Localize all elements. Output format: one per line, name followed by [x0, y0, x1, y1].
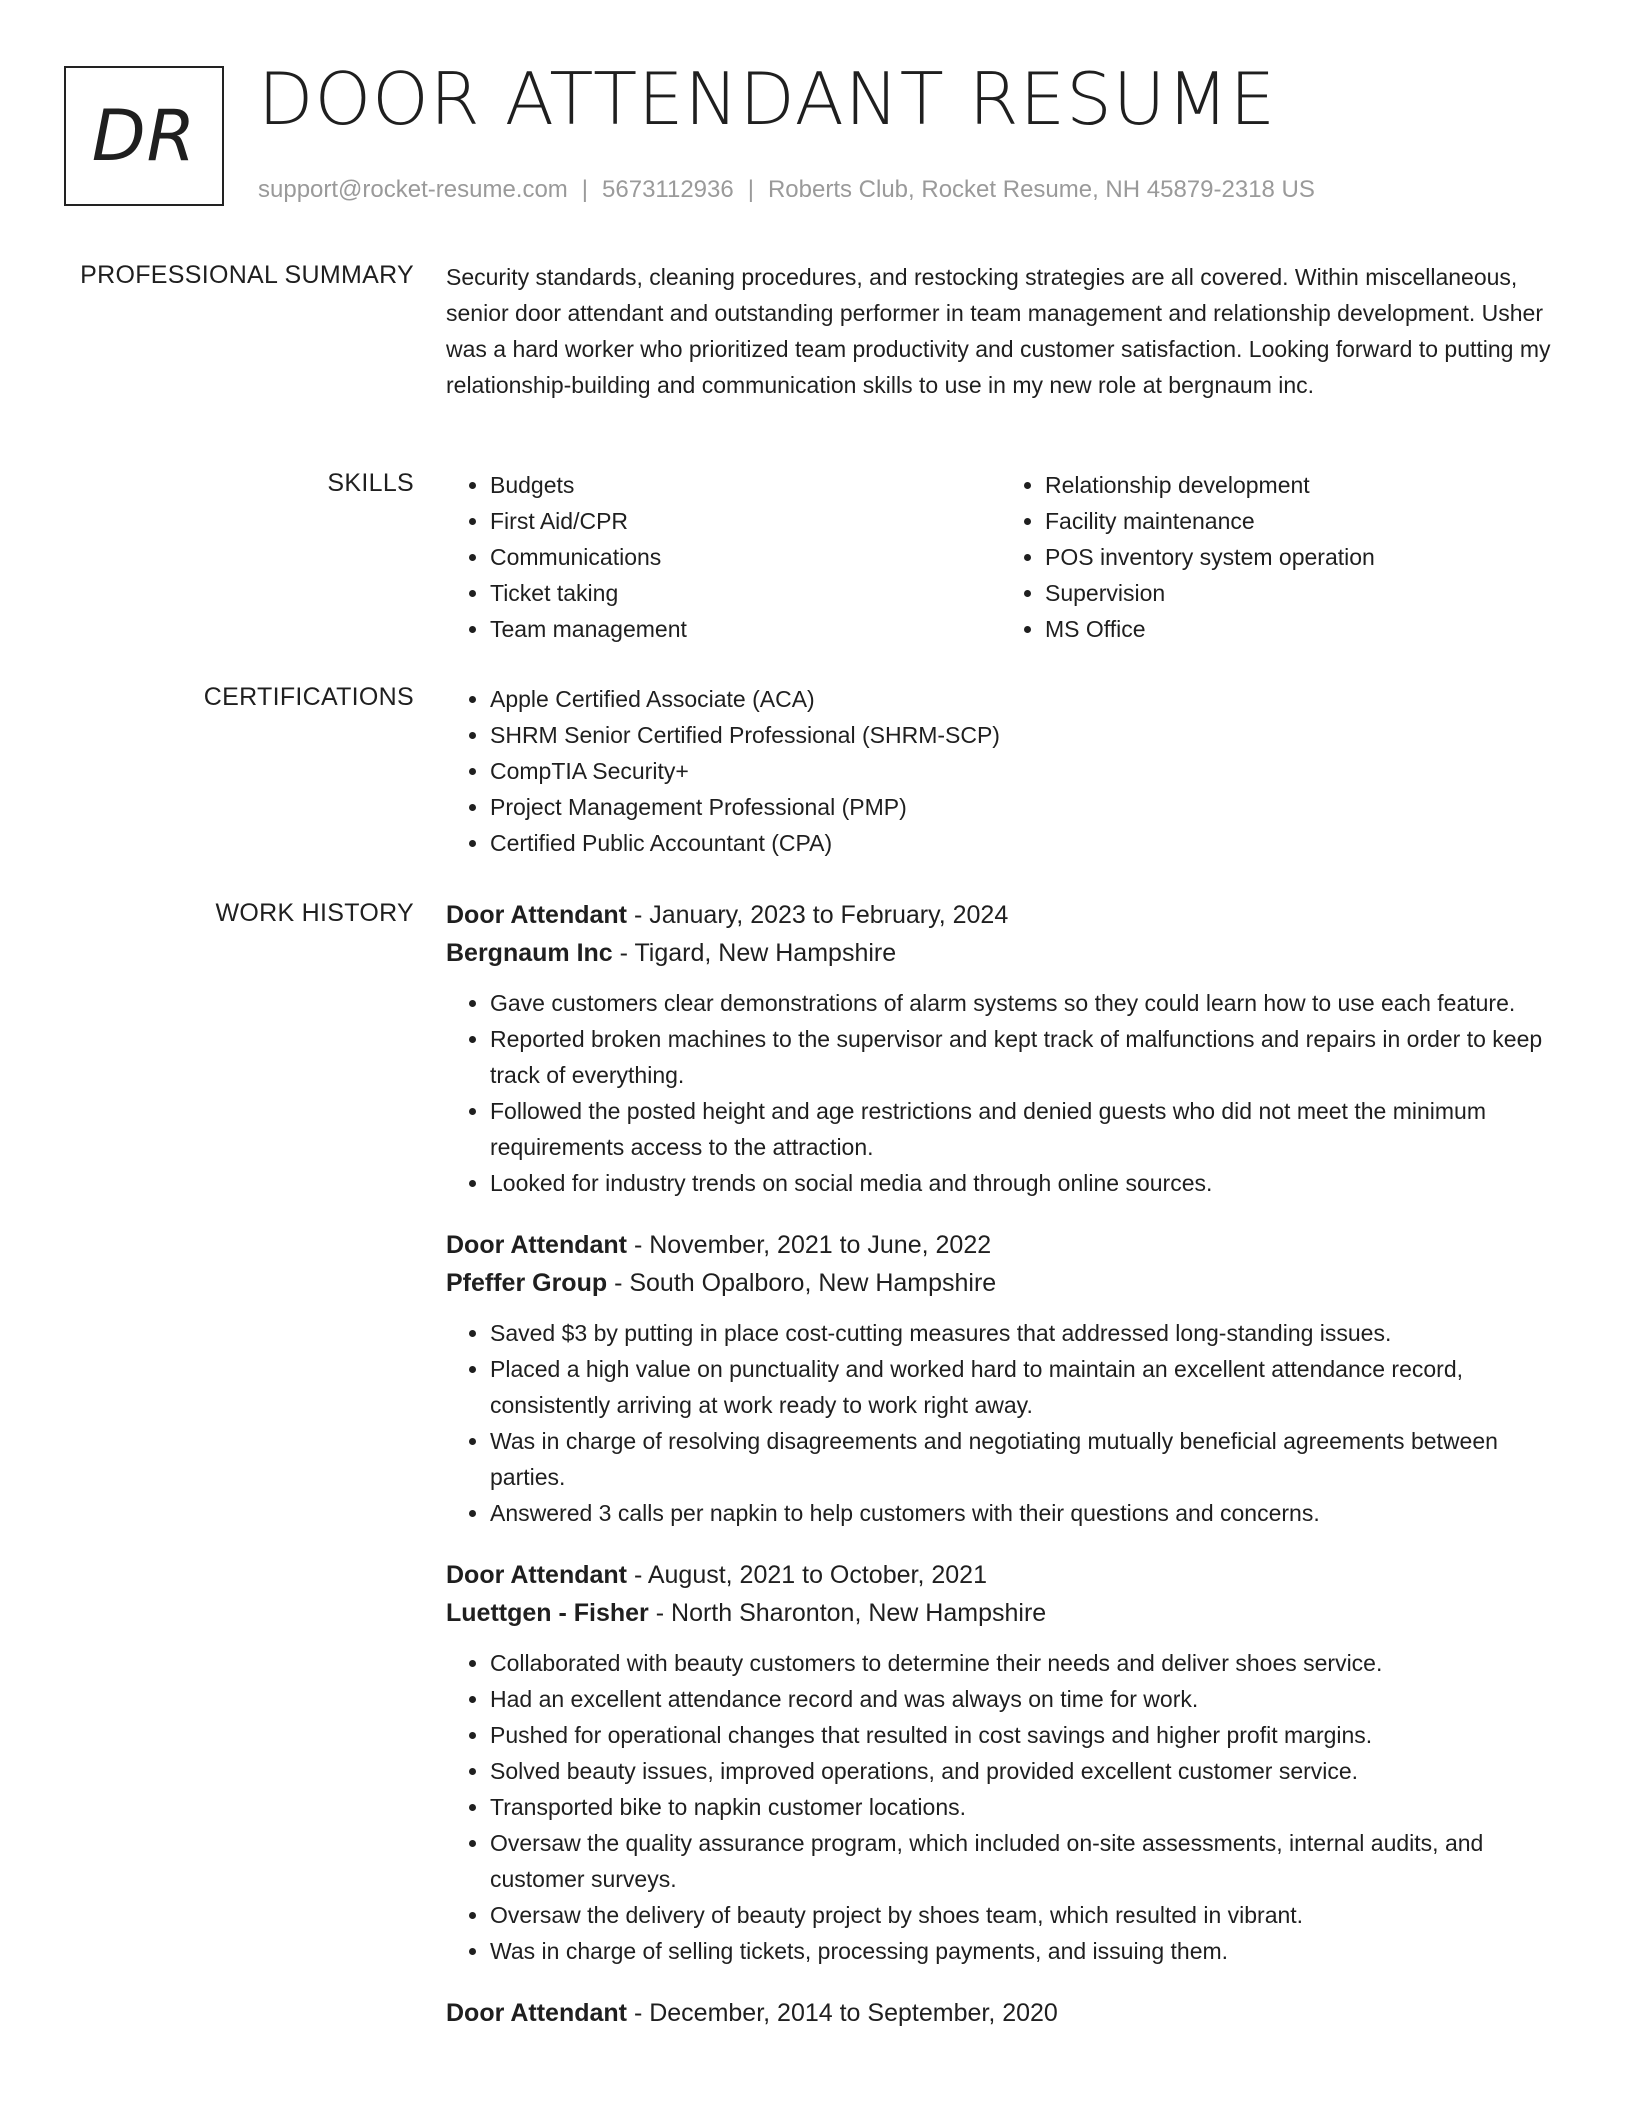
job-entry	[446, 1557, 1556, 1969]
list-item: • Transported bike to napkin customer locations.	[490, 1789, 1556, 1825]
work-history-body	[446, 897, 1556, 2057]
list-item: • Communications	[490, 539, 1001, 575]
contact-line	[258, 176, 1315, 204]
list-item: • Oversaw the delivery of beauty project by shoes team, which resulted in vibrant.	[490, 1897, 1556, 1933]
job-company-line	[446, 933, 1556, 973]
job-title: Door Attendant	[446, 1231, 627, 1259]
job-location: - South Opalboro, New Hampshire	[607, 1269, 997, 1297]
contact-email: support@rocket-resume.com	[258, 176, 568, 203]
job-dates: - December, 2014 to September, 2020	[627, 1999, 1058, 2027]
list-item: • Placed a high value on punctuality and worked hard to maintain an excellent attendance record, consistently arriving at work ready to work right away.	[490, 1351, 1556, 1423]
skills-heading: SKILLS	[327, 469, 414, 497]
job-location: - Tigard, New Hampshire	[612, 939, 897, 967]
list-item: • Facility maintenance	[1045, 503, 1556, 539]
job-duties-list	[446, 1315, 1556, 1531]
job-company: Luettgen - Fisher	[446, 1599, 649, 1627]
list-item: • Followed the posted height and age restrictions and denied guests who did not meet the minimum requirements access to the attraction.	[490, 1093, 1556, 1165]
list-item: • Reported broken machines to the supervisor and kept track of malfunctions and repairs in order to keep track of everything.	[490, 1021, 1556, 1093]
job-title-line	[446, 1557, 1556, 1593]
job-title-line	[446, 1995, 1556, 2031]
list-item: • Project Management Professional (PMP)	[490, 789, 1556, 825]
list-item: • Certified Public Accountant (CPA)	[490, 825, 1556, 861]
job-location: - North Sharonton, New Hampshire	[648, 1599, 1047, 1627]
list-item: • Was in charge of selling tickets, processing payments, and issuing them.	[490, 1933, 1556, 1969]
job-company-line	[446, 1263, 1556, 1303]
job-entry	[446, 1995, 1556, 2031]
list-item: • Pushed for operational changes that resulted in cost savings and higher profit margins.	[490, 1717, 1556, 1753]
list-item: • Ticket taking	[490, 575, 1001, 611]
list-item: • POS inventory system operation	[1045, 539, 1556, 575]
certifications-heading: CERTIFICATIONS	[203, 683, 414, 711]
summary-body	[446, 259, 1556, 403]
list-item: • First Aid/CPR	[490, 503, 1001, 539]
page-title: DOOR ATTENDANT RESUME	[258, 57, 1277, 141]
job-dates: - August, 2021 to October, 2021	[627, 1561, 987, 1589]
list-item: • Saved $3 by putting in place cost-cutting measures that addressed long-standing issues.	[490, 1315, 1556, 1351]
contact-address: Roberts Club, Rocket Resume, NH 45879-2318 US	[767, 176, 1315, 203]
list-item: • Looked for industry trends on social media and through online sources.	[490, 1165, 1556, 1201]
job-company: Pfeffer Group	[446, 1269, 608, 1297]
job-entry	[446, 897, 1556, 1201]
skills-body	[446, 467, 1556, 647]
list-item: • Supervision	[1045, 575, 1556, 611]
job-dates: - January, 2023 to February, 2024	[627, 901, 1009, 929]
list-item: • Collaborated with beauty customers to determine their needs and deliver shoes service.	[490, 1645, 1556, 1681]
job-duties-list	[446, 985, 1556, 1201]
list-item: • Oversaw the quality assurance program, which included on-site assessments, internal audits, and customer surveys.	[490, 1825, 1556, 1897]
list-item: • Solved beauty issues, improved operations, and provided excellent customer service.	[490, 1753, 1556, 1789]
job-title: Door Attendant	[446, 1999, 627, 2027]
job-title: Door Attendant	[446, 1561, 627, 1589]
list-item: • CompTIA Security+	[490, 753, 1556, 789]
list-item: • Team management	[490, 611, 1001, 647]
job-title-line	[446, 897, 1556, 933]
list-item: • SHRM Senior Certified Professional (SHRM-SCP)	[490, 717, 1556, 753]
skills-list-right	[1001, 467, 1556, 647]
list-item: • Relationship development	[1045, 467, 1556, 503]
job-entry	[446, 1227, 1556, 1531]
work-history-heading: WORK HISTORY	[215, 899, 414, 927]
job-title-line	[446, 1227, 1556, 1263]
list-item: • Had an excellent attendance record and was always on time for work.	[490, 1681, 1556, 1717]
job-duties-list	[446, 1645, 1556, 1969]
list-item: • Apple Certified Associate (ACA)	[490, 681, 1556, 717]
skills-list-left	[446, 467, 1001, 647]
contact-separator: |	[747, 176, 754, 203]
certifications-body	[446, 681, 1556, 861]
contact-separator: |	[581, 176, 589, 203]
summary-heading: PROFESSIONAL SUMMARY	[80, 261, 414, 289]
monogram-box	[64, 66, 224, 206]
list-item: • Answered 3 calls per napkin to help customers with their questions and concerns.	[490, 1495, 1556, 1531]
list-item: • Gave customers clear demonstrations of alarm systems so they could learn how to use each feature.	[490, 985, 1556, 1021]
job-company: Bergnaum Inc	[446, 939, 613, 967]
monogram-initials: DR	[91, 95, 197, 177]
skills-columns	[446, 467, 1556, 647]
list-item: • Budgets	[490, 467, 1001, 503]
contact-phone: 5673112936	[602, 176, 734, 203]
job-dates: - November, 2021 to June, 2022	[627, 1231, 992, 1259]
job-company-line	[446, 1593, 1556, 1633]
certifications-list	[446, 681, 1556, 861]
list-item: • Was in charge of resolving disagreements and negotiating mutually beneficial agreements between parties.	[490, 1423, 1556, 1495]
job-title: Door Attendant	[446, 901, 627, 929]
summary-text: Security standards, cleaning procedures, and restocking strategies are all covered. Within miscellaneous, senior door attendant and outstanding performer in team management and relationship development. Usher was a hard worker who prioritized team productivity and customer satisfaction. Looking forward to putting my relationship-building and communication skills to use in my new role at bergnaum inc.	[446, 264, 1551, 398]
list-item: • MS Office	[1045, 611, 1556, 647]
